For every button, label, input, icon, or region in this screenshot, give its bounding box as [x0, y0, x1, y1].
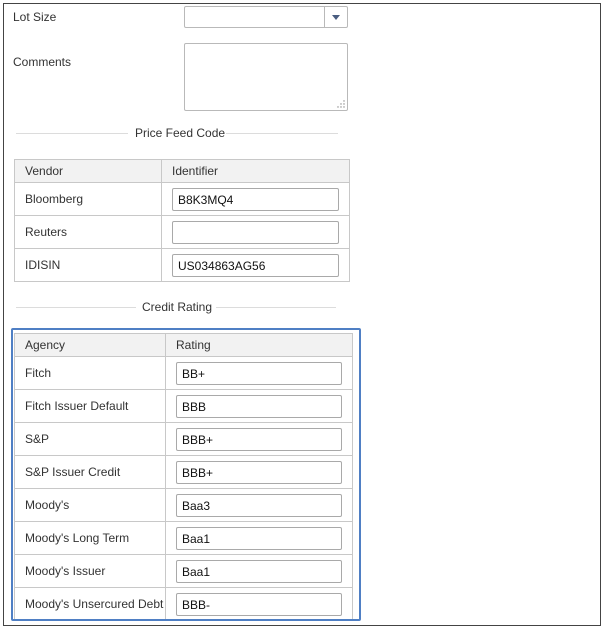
comments-textarea[interactable]	[184, 43, 348, 111]
divider-left	[16, 133, 128, 134]
agency-cell: Fitch Issuer Default	[15, 390, 166, 423]
rating-input-moodys-unsecured-debt[interactable]: BBB-	[176, 593, 342, 616]
price-feed-section-header	[16, 126, 338, 140]
vendor-cell: Reuters	[15, 216, 162, 249]
agency-column-header: Agency	[15, 334, 166, 357]
rating-column-header: Rating	[166, 334, 353, 357]
divider-left	[16, 307, 136, 308]
agency-cell: S&P Issuer Credit	[15, 456, 166, 489]
rating-input-moodys-issuer[interactable]: Baa1	[176, 560, 342, 583]
lot-size-select[interactable]	[184, 6, 348, 28]
lot-size-label: Lot Size	[13, 10, 57, 24]
agency-cell: Moody's Issuer	[15, 555, 166, 588]
rating-input-moodys-long-term[interactable]: Baa1	[176, 527, 342, 550]
rating-input-fitch[interactable]: BB+	[176, 362, 342, 385]
identifier-input-bloomberg[interactable]: B8K3MQ4	[172, 188, 339, 211]
divider-right	[226, 133, 338, 134]
table-row	[15, 216, 350, 249]
identifier-column-header: Identifier	[162, 160, 350, 183]
vendor-cell: Bloomberg	[15, 183, 162, 216]
table-row	[15, 249, 350, 282]
price-feed-table	[14, 159, 350, 282]
credit-rating-title: Credit Rating	[142, 300, 213, 314]
rating-input-moodys[interactable]: Baa3	[176, 494, 342, 517]
lot-size-dropdown-button[interactable]	[324, 7, 347, 27]
rating-input-fitch-issuer-default[interactable]: BBB	[176, 395, 342, 418]
rating-input-sp-issuer-credit[interactable]: BBB+	[176, 461, 342, 484]
agency-cell: Moody's Long Term	[15, 522, 166, 555]
agency-cell: Moody's	[15, 489, 166, 522]
agency-cell: Moody's Unsercured Debt	[15, 588, 166, 621]
vendor-cell: IDISIN	[15, 249, 162, 282]
chevron-down-icon	[332, 15, 340, 20]
rating-input-sp[interactable]: BBB+	[176, 428, 342, 451]
agency-cell: Fitch	[15, 357, 166, 390]
divider-right	[216, 307, 336, 308]
identifier-input-reuters[interactable]	[172, 221, 339, 244]
price-feed-title: Price Feed Code	[135, 126, 226, 140]
vendor-column-header: Vendor	[15, 160, 162, 183]
agency-cell: S&P	[15, 423, 166, 456]
credit-rating-section-header	[16, 300, 336, 314]
comments-label: Comments	[13, 55, 72, 69]
table-row	[15, 183, 350, 216]
identifier-input-idisin[interactable]: US034863AG56	[172, 254, 339, 277]
credit-rating-highlight	[11, 328, 361, 621]
resize-grip-icon[interactable]	[337, 100, 345, 108]
